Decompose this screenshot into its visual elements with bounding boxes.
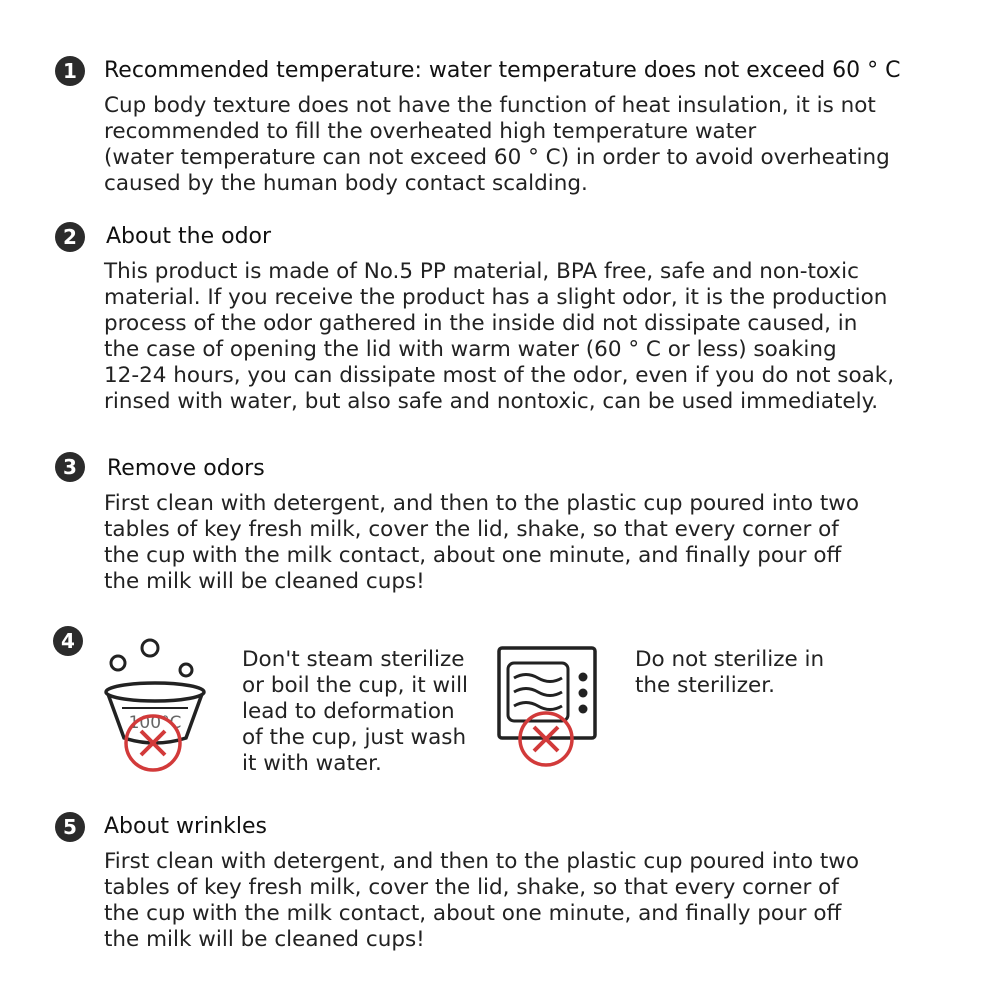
caption-line: it with water.	[242, 751, 382, 776]
section-heading: About the odor	[106, 224, 272, 249]
body-line: First clean with detergent, and then to the plastic cup poured into two	[104, 849, 860, 874]
body-line: (water temperature can not exceed 60 ° C) in order to avoid overheating	[104, 145, 890, 170]
section-number-badge: 2	[55, 222, 85, 252]
body-line: tables of key fresh milk, cover the lid, shake, so that every corner of	[104, 517, 839, 542]
body-line: caused by the human body contact scalding.	[104, 171, 588, 196]
boiling-pot-prohibited-icon	[100, 630, 210, 775]
section-body	[104, 259, 894, 415]
body-line: First clean with detergent, and then to the plastic cup poured into two	[104, 491, 860, 516]
caption-line: lead to deformation	[242, 699, 455, 724]
control-knob	[579, 673, 588, 682]
section-body	[104, 491, 859, 595]
body-line: the milk will be cleaned cups!	[104, 569, 425, 594]
body-line: 12-24 hours, you can dissipate most of the odor, even if you do not soak,	[104, 363, 895, 388]
bubble-icon	[180, 664, 192, 676]
sterilizer-prohibited-icon	[496, 645, 601, 775]
body-line: rinsed with water, but also safe and nontoxic, can be used immediately.	[104, 389, 879, 414]
section-heading: Remove odors	[107, 456, 265, 481]
steam-wave	[514, 675, 562, 682]
body-line: the milk will be cleaned cups!	[104, 927, 425, 952]
caption-line: or boil the cup, it will	[242, 673, 469, 698]
steam-wave	[514, 703, 562, 710]
temperature-label: 100°C	[128, 713, 182, 733]
section-body	[104, 849, 859, 953]
body-line: the cup with the milk contact, about one minute, and finally pour off	[104, 901, 842, 926]
control-knob	[579, 705, 588, 714]
section-number-badge: 1	[55, 56, 85, 86]
body-line: material. If you receive the product has a slight odor, it is the production	[104, 285, 888, 310]
control-knob	[579, 689, 588, 698]
bubble-icon	[111, 656, 125, 670]
body-line: the case of opening the lid with warm water (60 ° C or less) soaking	[104, 337, 837, 362]
caption-line: Do not sterilize in	[635, 647, 825, 672]
caption-no-boil	[242, 647, 468, 777]
section-heading: Recommended temperature: water temperature does not exceed 60 ° C	[104, 58, 901, 83]
caption-line: of the cup, just wash	[242, 725, 467, 750]
caption-line: Don't steam sterilize	[242, 647, 465, 672]
steam-wave	[514, 689, 562, 696]
body-line: Cup body texture does not have the function of heat insulation, it is not	[104, 93, 876, 118]
caption-no-sterilizer	[635, 647, 824, 699]
body-line: tables of key fresh milk, cover the lid, shake, so that every corner of	[104, 875, 839, 900]
bubble-icon	[142, 640, 158, 656]
caption-line: the sterilizer.	[635, 673, 775, 698]
pot-rim	[106, 683, 204, 701]
section-body	[104, 93, 890, 197]
section-heading: About wrinkles	[104, 814, 267, 839]
body-line: recommended to fill the overheated high temperature water	[104, 119, 757, 144]
body-line: This product is made of No.5 PP material, BPA free, safe and non-toxic	[104, 259, 859, 284]
section-number-badge: 5	[55, 812, 85, 842]
body-line: the cup with the milk contact, about one minute, and finally pour off	[104, 543, 842, 568]
section-number-badge: 4	[53, 626, 83, 656]
section-number-badge: 3	[55, 452, 85, 482]
body-line: process of the odor gathered in the inside did not dissipate caused, in	[104, 311, 858, 336]
